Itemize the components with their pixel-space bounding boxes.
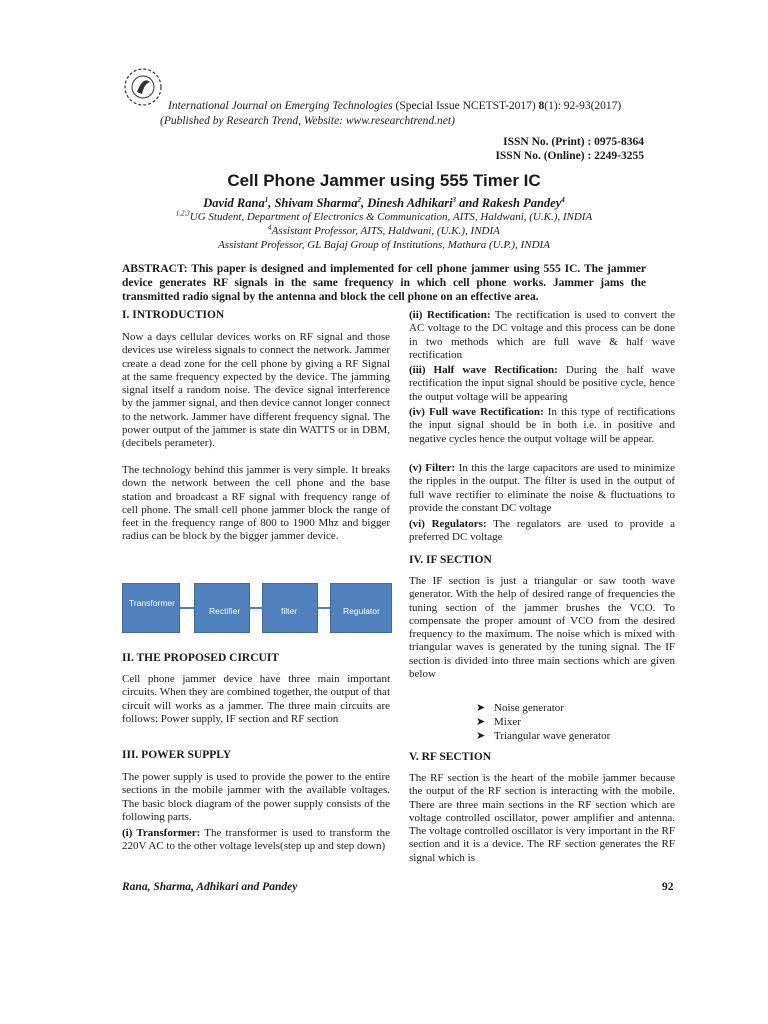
if-section-list: [476, 701, 610, 743]
affiliation-text: Assistant Professor, GL Bajaj Group of Institutions, Mathura (U.P.), INDIA: [218, 239, 550, 251]
issn-print: ISSN No. (Print) : 0975-8364: [503, 136, 644, 148]
power-paragraph: The power supply is used to provide the power to the entire sections in the mobile jammer with the available voltages. The basic block diagram of the power supply consists of the following parts.: [122, 771, 390, 823]
author-list: David Rana$^1$, Shivam Sharma$^2$, Dinesh Adhikari$^3$ and Rakesh Pandey$^4$: [203, 195, 565, 210]
item-text: The rectification is used to convert the AC voltage to the DC voltage and this process can be done in two methods which are full wave & half wave rectification: [409, 309, 675, 361]
paper-title: Cell Phone Jammer using 555 Timer IC: [227, 171, 541, 190]
item-label: (vi) Regulators:: [409, 518, 487, 530]
journal-citation: [168, 100, 621, 112]
arrow-bullet-icon: ➤: [476, 702, 486, 714]
if-paragraph: The IF section is just a triangular or saw tooth wave generator. With the help of desired range of frequencies the tuning section of the jammer brushes the VCO. To compensate the proper amount of VCO from the desired frequency to the maximum. The noise which is mixed with triangular waves is generated by the tuning signal. The IF section is divided into three main sections which are given below: [409, 575, 675, 681]
footer-authors: Rana, Sharma, Adhikari and Pandey: [122, 881, 298, 893]
intro-paragraph-2: The technology behind this jammer is very simple. It breaks down the network between the cell phone and the base station and broadcast a RF signal with frequency range of cell phone. The small cell phone jammer block the range of feet in the frequency range of 800 to 1900 Mhz and bigger radius can be block by the bigger jammer device.: [122, 464, 390, 543]
item-label: (v) Filter:: [409, 462, 456, 474]
affiliation-sup: 4: [268, 223, 272, 232]
if-heading: [409, 554, 675, 567]
journal-volume: 8: [538, 100, 545, 112]
publisher-line: (Published by Research Trend, Website: www.researchtrend.net): [160, 115, 455, 127]
journal-issue: (Special Issue NCETST-2017): [395, 100, 536, 112]
arrow-bullet-icon: ➤: [476, 716, 486, 728]
power-heading: [122, 749, 390, 762]
journal-pages: (1): 92-93(2017): [544, 100, 622, 112]
item-label: (iv) Full wave Rectification:: [409, 406, 544, 418]
page-number: 92: [662, 881, 674, 893]
affiliation: [0, 239, 768, 251]
diagram-arrow: [250, 607, 262, 609]
list-item-text: Noise generator: [494, 702, 564, 714]
issn-online: ISSN No. (Online) : 2249-3255: [495, 150, 644, 162]
author-name: David Rana: [203, 196, 265, 210]
affiliation-sup: 1,2,3: [175, 209, 190, 218]
author-sup: 4: [561, 195, 565, 204]
author-name: Shivam Sharma: [274, 196, 358, 210]
journal-name: International Journal on Emerging Technologies: [168, 100, 393, 112]
author-name: Rakesh Pandey: [481, 196, 562, 210]
author-sup: 1: [264, 195, 269, 204]
affiliation: [0, 211, 768, 223]
affiliation: [0, 225, 768, 237]
block-label: filter: [281, 606, 298, 616]
diagram-arrow: [180, 607, 194, 609]
item-label: (i) Transformer:: [122, 827, 201, 839]
rf-heading: [409, 751, 675, 764]
author-name: Dinesh Adhikari: [367, 196, 453, 210]
section-heading: V. RF SECTION: [409, 751, 492, 763]
diagram-block-rectifier: [194, 583, 250, 633]
section-heading: I. INTRODUCTION: [122, 309, 225, 321]
item-label: (iii) Half wave Rectification:: [409, 364, 558, 376]
rf-paragraph: The RF section is the heart of the mobile jammer because the output of the RF section is interacting with the mobile. There are three main sections in the RF section which are voltage controlled oscillator, power amplifier and antenna. The voltage controlled oscillator is very important in the RF section and it is a device. The RF section generates the RF signal which is: [409, 772, 675, 864]
proposed-paragraph: Cell phone jammer device have three main important circuits. When they are combined together, the output of that circuit will works as a jammer. The three main circuits are follows: Power supply, IF section and RF section: [122, 673, 390, 725]
abstract: ABSTRACT: This paper is designed and implemented for cell phone jammer using 555 IC. The jammer device generates RF signals in the same frequency in which cell phone works. Jammer jams the transmitted radio signal by the antenna and block the cell phone on an effective area.: [122, 263, 646, 303]
item-text: During the half wave rectification the input signal should be positive cycle, hence the output voltage will be appearing: [409, 364, 675, 403]
block-label: Regulator: [343, 606, 380, 616]
transformer-paragraph: [122, 827, 390, 854]
affiliation-text: Assistant Professor, AITS, Haldwani, (U.K.), INDIA: [271, 225, 500, 237]
diagram-block-filter: [262, 583, 318, 633]
section-heading: IV. IF SECTION: [409, 554, 492, 566]
item-text: The regulators are used to provide a preferred DC voltage: [409, 518, 675, 544]
list-item: [476, 701, 610, 715]
fullwave-paragraph: [409, 406, 675, 446]
item-text: In this the large capacitors are used to minimize the ripples in the output. The filter is used in the output of full wave rectifier to eliminate the noise & fluctuations to provide the constant DC voltage: [409, 462, 675, 514]
list-item-text: Mixer: [494, 716, 521, 728]
intro-heading: [122, 309, 390, 322]
list-item: [476, 715, 610, 729]
author-sup: 3: [452, 195, 457, 204]
block-label: Rectifier: [209, 606, 241, 616]
arrow-bullet-icon: ➤: [476, 730, 486, 742]
item-label: (ii) Rectification:: [409, 309, 491, 321]
block-label: Transformer: [129, 598, 175, 608]
item-text: In this type of rectifications the input signal should be in both i.e. in positive and negative cycles hence the output voltage will be appear.: [409, 406, 676, 445]
halfwave-paragraph: [409, 364, 675, 404]
section-heading: III. POWER SUPPLY: [122, 749, 232, 761]
list-item-text: Triangular wave generator: [494, 730, 611, 742]
journal-logo-icon: [120, 66, 166, 108]
intro-paragraph-1: Now a days cellular devices works on RF signal and those devices use wireless signals to connect the network. Jammer create a dead zone for the cell phone by giving a RF Signal at the same frequency expected by the device. The jamming signal itself a random noise. The device signal interference by the jammer signal, and then device cannot longer connect to the network. Jammer have different frequency signal. The power output of the jammer is state din WATTS or in DBM, (decibels perameter).: [122, 331, 390, 450]
list-item: [476, 729, 610, 743]
proposed-heading: [122, 652, 390, 665]
diagram-arrow: [318, 607, 330, 609]
section-heading: II. THE PROPOSED CIRCUIT: [122, 652, 279, 664]
power-supply-block-diagram: [122, 583, 392, 633]
regulators-paragraph: [409, 518, 675, 545]
affiliation-text: UG Student, Department of Electronics & Communication, AITS, Haldwani, (U.K.), INDIA: [189, 211, 593, 223]
author-sup: 2: [357, 195, 361, 204]
rectification-paragraph: [409, 309, 675, 362]
diagram-block-transformer: [122, 583, 180, 633]
diagram-block-regulator: [330, 583, 392, 633]
item-text: The transformer is used to transform the 220V AC to the other voltage levels(step up and step down): [122, 827, 390, 853]
filter-paragraph: [409, 462, 675, 515]
